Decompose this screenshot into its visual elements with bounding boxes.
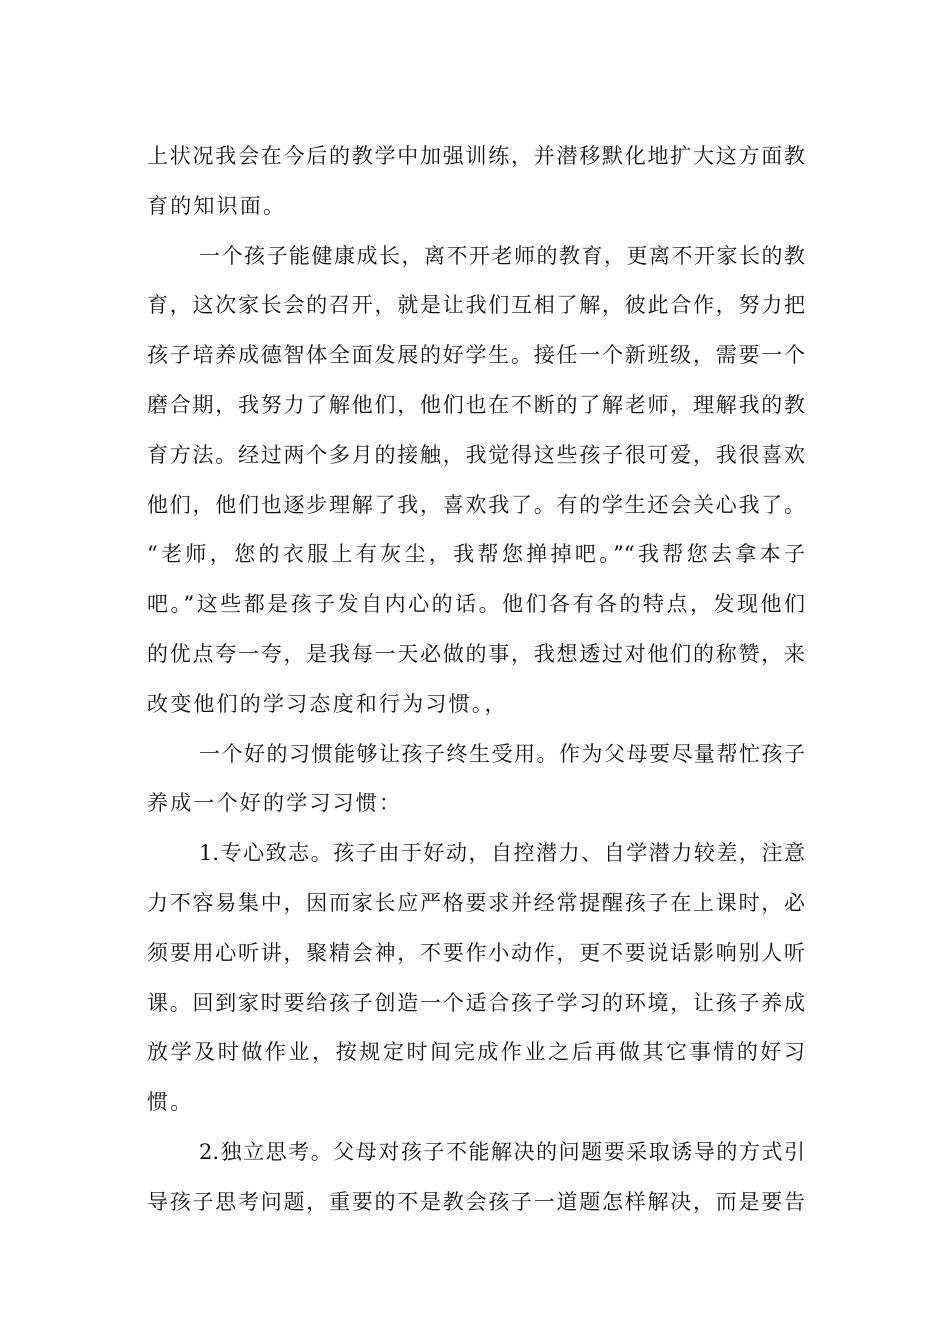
- text-line: 2.独立思考。父母对孩子不能解决的问题要采取诱导的方式引: [199, 1139, 805, 1164]
- document-body: [147, 132, 805, 1228]
- text-line: 力不容易集中，因而家长应严格要求并经常提醒孩子在上课时，必: [147, 890, 805, 915]
- text-line: 惯。: [147, 1090, 194, 1115]
- text-line: 导孩子思考问题，重要的不是教会孩子一道题怎样解决，而是要告: [147, 1189, 805, 1214]
- text-line: 1.专心致志。孩子由于好动，自控潜力、自学潜力较差，注意: [199, 841, 805, 866]
- text-line: 育的知识面。: [147, 193, 287, 218]
- text-line: 须要用心听讲，聚精会神，不要作小动作，更不要说话影响别人听: [147, 940, 805, 965]
- text-line: 磨合期，我努力了解他们，他们也在不断的了解老师，理解我的教: [147, 392, 805, 417]
- text-line: 吧。”这些都是孩子发自内心的话。他们各有各的特点，发现他们: [147, 592, 805, 617]
- text-line: 改变他们的学习态度和行为习惯。，: [147, 691, 508, 716]
- text-line: 的优点夸一夸，是我每一天必做的事，我想透过对他们的称赞，来: [147, 641, 805, 666]
- text-line: 一个好的习惯能够让孩子终生受用。作为父母要尽量帮忙孩子: [199, 741, 805, 766]
- text-line: “老师，您的衣服上有灰尘，我帮您掸掉吧。”“我帮您去拿本子: [147, 542, 805, 567]
- text-line: 养成一个好的学习习惯：: [147, 791, 403, 816]
- text-line: 一个孩子能健康成长，离不开老师的教育，更离不开家长的教: [199, 243, 805, 268]
- text-line: 育，这次家长会的召开，就是让我们互相了解，彼此合作，努力把: [147, 293, 805, 318]
- text-line: 课。回到家时要给孩子创造一个适合孩子学习的环境，让孩子养成: [147, 990, 805, 1015]
- text-line: 孩子培养成德智体全面发展的好学生。接任一个新班级，需要一个: [147, 343, 805, 368]
- text-line: 育方法。经过两个多月的接触，我觉得这些孩子很可爱，我很喜欢: [147, 442, 805, 467]
- text-line: 放学及时做作业，按规定时间完成作业之后再做其它事情的好习: [147, 1040, 805, 1065]
- text-line: 他们，他们也逐步理解了我，喜欢我了。有的学生还会关心我了。: [147, 492, 805, 517]
- text-line: 上状况我会在今后的教学中加强训练，并潜移默化地扩大这方面教: [147, 144, 805, 168]
